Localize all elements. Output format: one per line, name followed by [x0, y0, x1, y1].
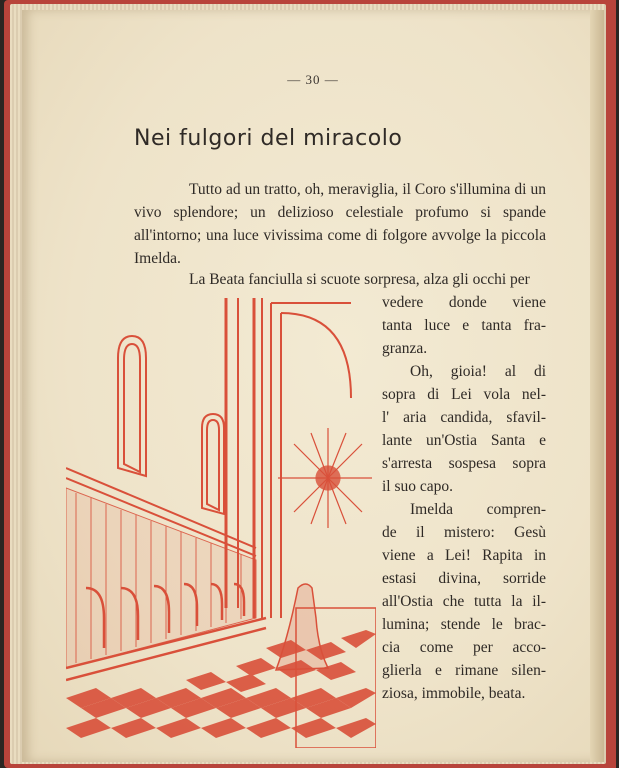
column-line: sopra di Lei vola nel- [382, 386, 546, 403]
column-line: il suo capo. [382, 478, 454, 495]
column-line: lumina; stende le brac- [382, 616, 546, 633]
column-line: Oh, gioia! al di [410, 363, 546, 380]
column-line: granza. [382, 340, 428, 357]
page-gutter [590, 10, 604, 762]
column-line: l' aria candida, sfavil- [382, 409, 546, 426]
column-line: Imelda compren- [410, 501, 546, 518]
column-line: s'arresta sospesa sopra [382, 455, 546, 472]
column-line: lante un'Ostia Santa e [382, 432, 546, 449]
column-line: all'Ostia che tutta la il- [382, 593, 546, 610]
paragraph-2-first-line: La Beata fanciulla si scuote sorpresa, alza gli occhi per [189, 271, 530, 288]
text-column [382, 291, 546, 705]
paragraph-1: Tutto ad un tratto, oh, meraviglia, il Coro s'illumina di un vivo splendore; un delizioso celestiale profumo si spande all'intorno; una luce vivissima come di folgore avvolge la piccola Imelda. [134, 181, 546, 267]
book-page [22, 10, 604, 762]
column-line: de il mistero: Gesù [382, 524, 546, 541]
page-number: — 30 — [287, 72, 339, 87]
column-line: vedere donde viene [382, 294, 546, 311]
column-line: estasi divina, sorride [382, 570, 546, 587]
column-line: glierla e rimane silen- [382, 662, 546, 679]
chapter-title: Nei fulgori del miracolo [134, 126, 403, 151]
church-choir-illustration [66, 288, 376, 748]
column-line: ziosa, immobile, beata. [382, 685, 526, 702]
column-line: cia come per acco- [382, 639, 546, 656]
column-line: tanta luce e tanta fra- [382, 317, 546, 334]
column-line: viene a Lei! Rapita in [382, 547, 546, 564]
